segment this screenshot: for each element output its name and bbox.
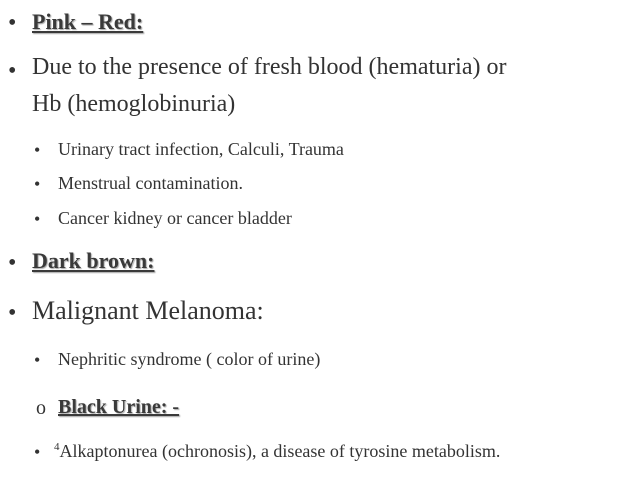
sub-bullet-marker: • xyxy=(34,442,41,462)
bullet-marker: • xyxy=(8,250,17,276)
alkaptonurea-text xyxy=(54,441,500,462)
hematuria-text-line1: Due to the presence of fresh blood (hematuria) or xyxy=(32,54,507,80)
heading-pink-red: Pink – Red: xyxy=(32,9,144,34)
alkaptonurea-label: Alkaptonurea (ochronosis), a disease of tyrosine metabolism. xyxy=(59,441,501,461)
sub-bullet-marker: • xyxy=(34,174,41,194)
sub-bullet-marker: • xyxy=(34,350,41,370)
malignant-melanoma-text: Malignant Melanoma: xyxy=(32,296,264,325)
heading-dark-brown: Dark brown: xyxy=(32,248,155,273)
cause-menstrual: Menstrual contamination. xyxy=(58,173,243,193)
sub-bullet-marker: • xyxy=(34,140,41,160)
superscript-marker: 4 xyxy=(54,441,60,453)
nephritic-syndrome-text: Nephritic syndrome ( color of urine) xyxy=(58,349,321,369)
bullet-marker: • xyxy=(8,300,17,326)
sub-bullet-marker: • xyxy=(34,209,41,229)
cause-cancer: Cancer kidney or cancer bladder xyxy=(58,208,292,228)
heading-black-urine: Black Urine: - xyxy=(58,396,180,418)
circle-bullet-marker: o xyxy=(36,397,46,419)
hematuria-text-line2: Hb (hemoglobinuria) xyxy=(32,91,236,117)
bullet-marker: • xyxy=(8,10,17,36)
bullet-marker: • xyxy=(8,58,17,84)
cause-uti: Urinary tract infection, Calculi, Trauma xyxy=(58,139,344,159)
